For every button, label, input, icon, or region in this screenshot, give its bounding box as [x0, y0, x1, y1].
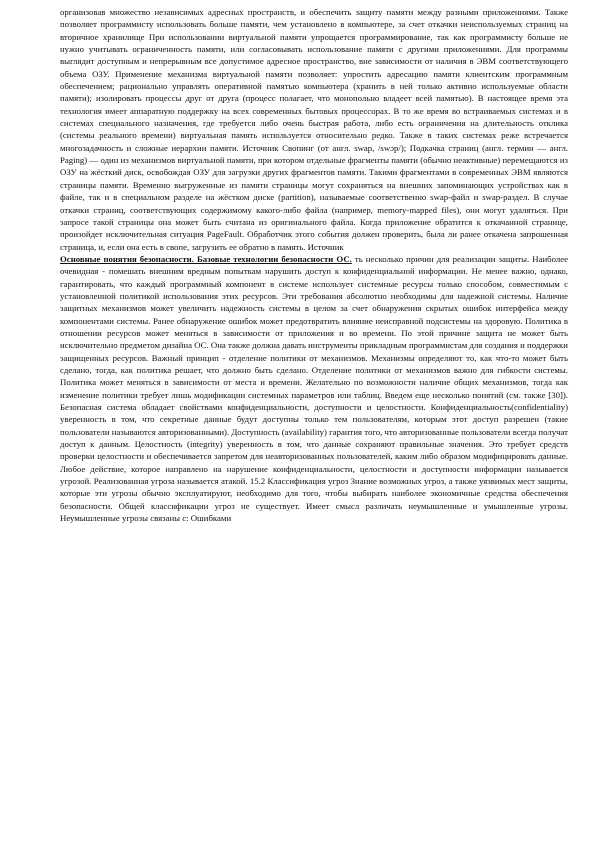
document-page — [60, 6, 568, 524]
paragraph-security — [60, 253, 568, 525]
section-heading-link[interactable]: Основные понятия безопасности. Базовые технологии безопасности ОС. — [60, 253, 352, 264]
paragraph-security-text: ть несколько причин для реализации защиты. Наиболее очевидная - помешать внешним вредным попыткам нарушить доступ к конфиденциальной информации. Не менее важно, однако, гарантировать, что каждый программный компонент в системе использует системные ресурсы только способом, совместимым с установленной политикой использования этих ресурсов. Эти требования абсолютно необходимы для надежной системы. Наличие защитных механизмов может увеличить надежность системы в целом за счет обнаружения скрытых ошибок интерфейса между компонентами системы. Ранее обнаружение ошибок может предотвратить влияние неисправной подсистемы на здоровую. Политика в отношении ресурсов может меняться в зависимости от приложения и во времени. По этой причине защита не может быть исключительно предметом дизайна ОС. Она также должна давать инструменты прикладным программистам для создания и поддержки защищенных ресурсов. Важный принцип - отделение политики от механизмов. Механизмы определяют то, как что-то может быть сделано, тогда, как политика решает, что должно быть сделано. Отделение политики от механизмов важно для гибкости системы. Политика может меняться в зависимости от места и времени. Желательно по возможности наличие общих механизмов, тогда как изменение политики требует лишь модификации системных параметров или таблиц. Введем еще несколько понятий (см. также [30]). Безопасная система обладает свойствами конфиденциальности, доступности и целостности. Конфиденциальность(confidentiality) уверенность в том, что секретные данные будут доступны только тем пользователям, которым этот доступ разрешен (такие пользователи называются авторизованными). Доступность (availability) гарантия того, что авторизованные пользователи всегда получат доступ к данным. Целостность (integrity) уверенность в том, что данные сохраняют правильные значения. Это требует средств проверки целостности и обеспечивается запретом для неавторизованных пользователей, каким либо образом модифицировать данные. Любое действие, которое направлено на нарушение конфиденциальности, целостности и доступности информации называется угрозой. Реализованная угроза называется атакой. 15.2 Классификация угроз Знание возможных угроз, а также уязвимых мест защиты, которые эти угрозы обычно эксплуатируют, необходимо для того, чтобы выбирать наиболее экономичные средства обеспечения безопасности. Общей классификации угроз не существует. Имеет смысл различать неумышленные и умышленные угрозы. Неумышленные угрозы связаны с: Ошибками — [60, 253, 568, 524]
paragraph-virtual-memory: организовав множество независимых адресных пространств, и обеспечить защиту памяти между разными приложениями. Также позволяет программисту использовать больше памяти, чем установлено в компьютере, за счет откачки неиспользуемых страниц на вторичное хранилище При использовании виртуальной памяти упрощается программирование, так как программисту больше не нужно учитывать ограниченность памяти, или согласовывать использование памяти с другими приложениями. Для программы выглядит доступным и непрерывным все допустимое адресное пространство, вне зависимости от наличия в ЭВМ соответствующего объема ОЗУ. Применение механизма виртуальной памяти позволяет: упростить адресацию памяти клиентским программным обеспечением; рационально управлять оперативной памятью компьютера (хранить в ней только активно используемые области памяти); изолировать процессы друг от друга (процесс полагает, что монопольно владеет всей памятью). В настоящее время эта технология имеет аппаратную поддержку на всех современных бытовых процессорах. В то же время во встраиваемых системах и в системах специального назначения, где требуется либо очень быстрая работа, либо есть ограничения на длительность отклика (системы реального времени) виртуальная память используется относительно редко. Также в таких системах реже встречается многозадачность и сложные иерархии памяти. Источник Свопинг (от англ. swap, /swɔp/); Подкачка страниц (англ. термин — англ. Paging) — один из механизмов виртуальной памяти, при котором отдельные фрагменты памяти (обычно неактивные) перемещаются из ОЗУ на жёсткий диск, освобождая ОЗУ для загрузки других фрагментов памяти. Такими фрагментами в современных ЭВМ являются страницы памяти. Временно выгруженные из памяти страницы могут сохраняться на внешних запоминающих устройствах как в файле, так и в специальном разделе на жёстком диске (partition), называемые соответственно swap-файл и swap-раздел. В случае откачки страниц, соответствующих содержимому какого-либо файла (например, memory-mapped files), они могут удаляться. При запросе такой страницы она может быть считана из оригинального файла. Когда приложение обратится к откачанной странице, произойдет исключительная ситуация PageFault. Обработчик этого события должен проверить, была ли ранее откачена запрошенная страница, и, если она есть в свопе, загрузить ее обратно в память. Источник — [60, 7, 568, 252]
